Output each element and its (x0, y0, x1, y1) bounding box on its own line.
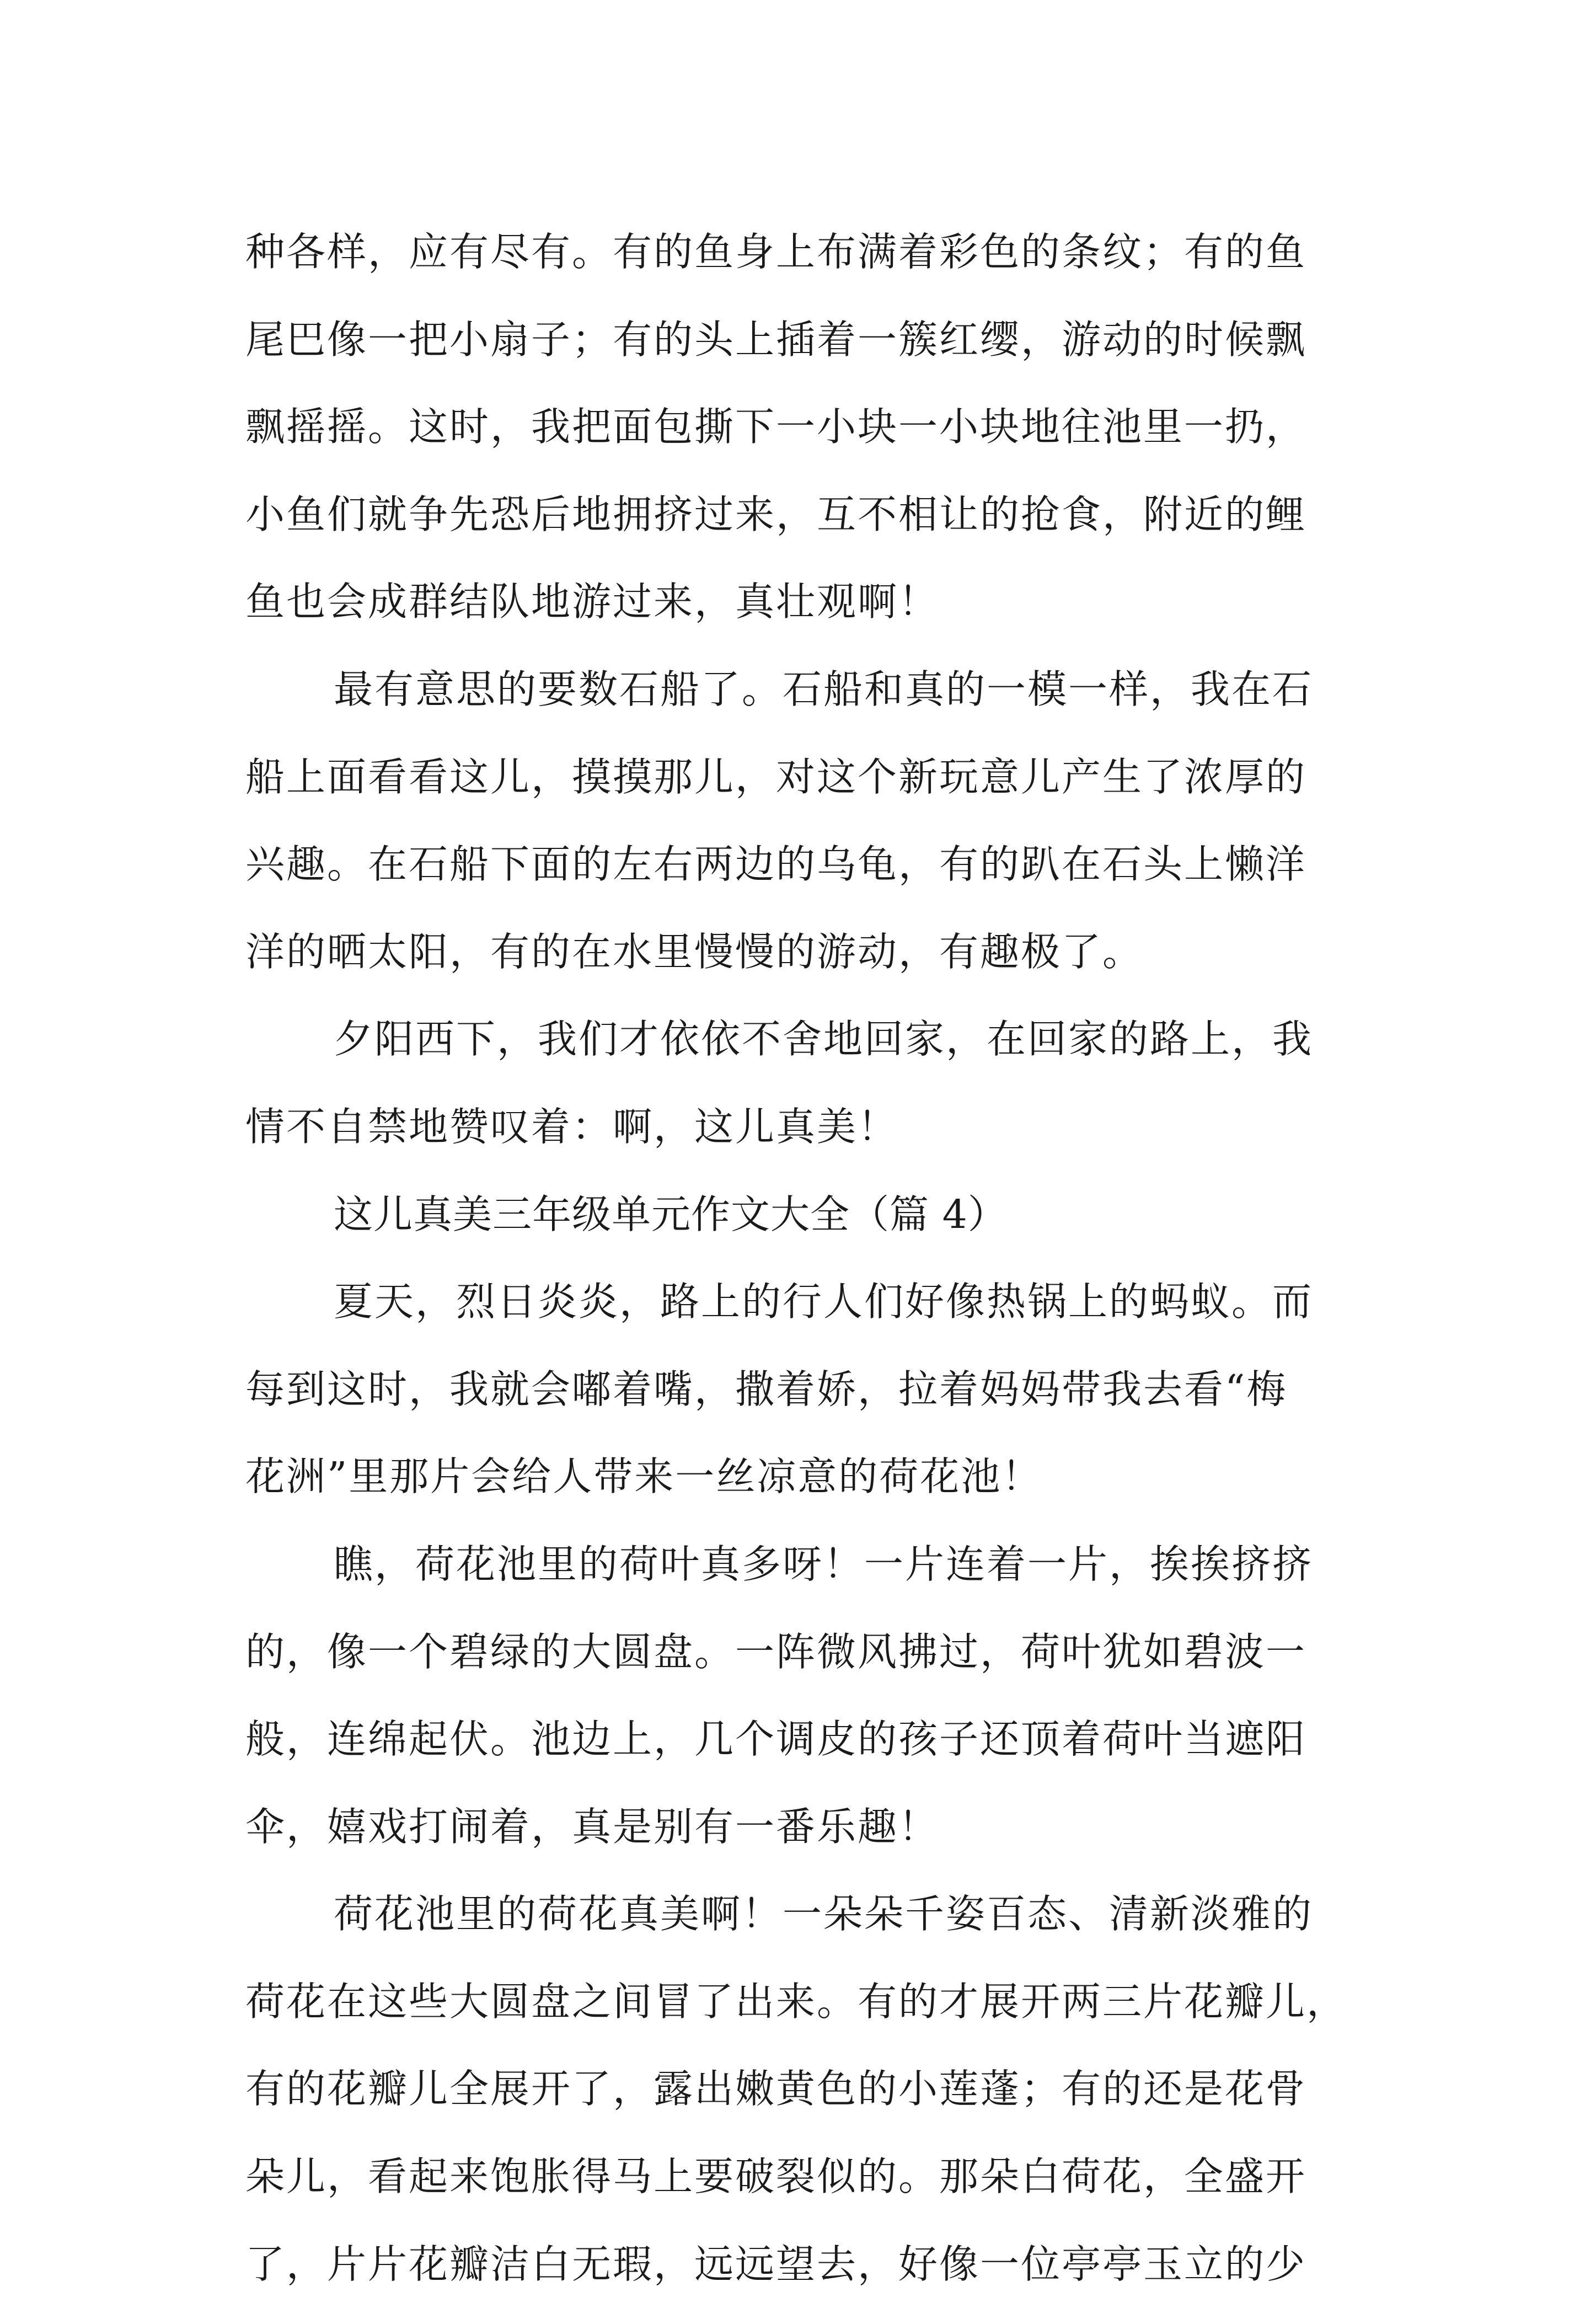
paragraph-line: 荷花池里的荷花真美啊！一朵朵千姿百态、清新淡雅的 (334, 1891, 1314, 1937)
paragraph-line: 夏天，烈日炎炎，路上的行人们好像热锅上的蚂蚁。而 (334, 1279, 1314, 1325)
paragraph-line: 种各样，应有尽有。有的鱼身上布满着彩色的条纹；有的鱼 (245, 229, 1307, 275)
paragraph-line: 有的花瓣儿全展开了，露出嫩黄色的小莲蓬；有的还是花骨 (245, 2066, 1307, 2112)
paragraph-line: 朵儿，看起来饱胀得马上要破裂似的。那朵白荷花，全盛开 (245, 2154, 1307, 2200)
paragraph-line: 花洲”里那片会给人带来一丝凉意的荷花池！ (245, 1454, 1043, 1500)
paragraph-line: 小鱼们就争先恐后地拥挤过来，互不相让的抢食，附近的鲤 (245, 491, 1307, 537)
paragraph-line: 了，片片花瓣洁白无瑕，远远望去，好像一位亭亭玉立的少 (245, 2241, 1307, 2287)
paragraph-line: 尾巴像一把小扇子；有的头上插着一簇红缨，游动的时候飘 (245, 316, 1307, 362)
paragraph-line: 般，连绵起伏。池边上，几个调皮的孩子还顶着荷叶当遮阳 (245, 1716, 1307, 1762)
paragraph-line: 的，像一个碧绿的大圆盘。一阵微风拂过，荷叶犹如碧波一 (245, 1628, 1307, 1675)
paragraph-line: 最有意思的要数石船了。石船和真的一模一样，我在石 (334, 666, 1314, 712)
paragraph-line: 飘摇摇。这时，我把面包撕下一小块一小块地往池里一扔， (245, 404, 1307, 450)
paragraph-line: 荷花在这些大圆盘之间冒了出来。有的才展开两三片花瓣儿， (245, 1978, 1348, 2024)
paragraph-line: 瞧，荷花池里的荷叶真多呀！一片连着一片，挨挨挤挤 (334, 1541, 1314, 1587)
paragraph-line: 洋的晒太阳，有的在水里慢慢的游动，有趣极了。 (245, 928, 1144, 975)
paragraph-line: 每到这时，我就会嘟着嘴，撒着娇，拉着妈妈带我去看“梅 (245, 1366, 1288, 1412)
paragraph-line: 鱼也会成群结队地游过来，真壮观啊！ (245, 579, 940, 625)
section-heading: 这儿真美三年级单元作文大全（篇 4） (334, 1191, 1008, 1237)
paragraph-line: 兴趣。在石船下面的左右两边的乌龟，有的趴在石头上懒洋 (245, 841, 1307, 888)
paragraph-line: 船上面看看这儿，摸摸那儿，对这个新玩意儿产生了浓厚的 (245, 754, 1307, 800)
paragraph-line: 情不自禁地赞叹着：啊，这儿真美！ (245, 1103, 899, 1150)
document-body (245, 209, 1370, 2308)
paragraph-line: 夕阳西下，我们才依依不舍地回家，在回家的路上，我 (334, 1016, 1314, 1062)
paragraph-line: 伞，嬉戏打闹着，真是别有一番乐趣！ (245, 1803, 940, 1850)
